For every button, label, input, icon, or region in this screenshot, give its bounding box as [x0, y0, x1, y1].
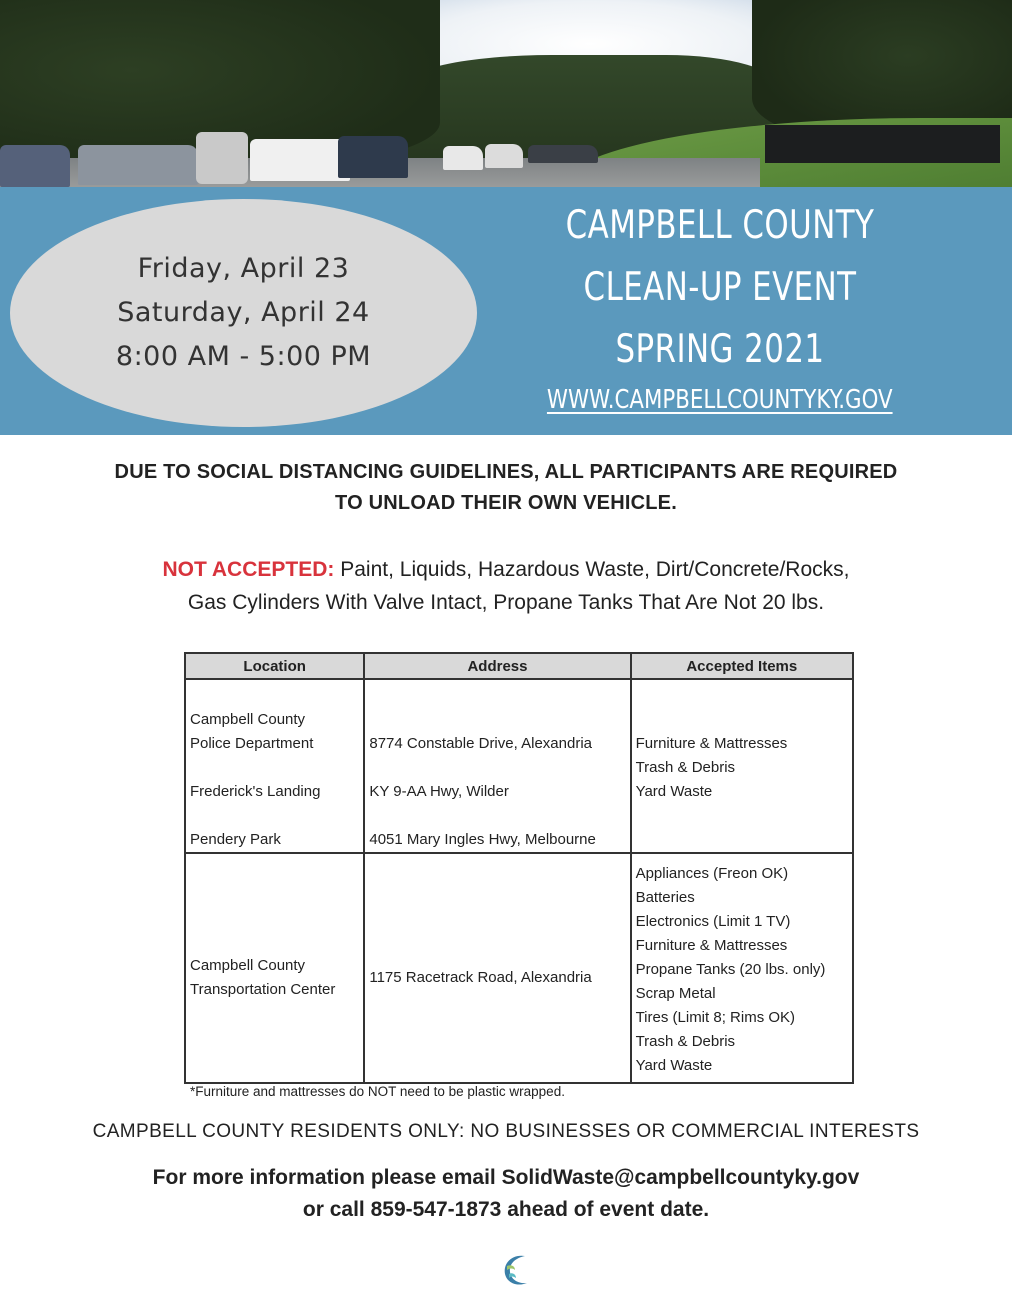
- title-line: CLEAN-UP EVENT: [583, 265, 857, 310]
- location-line: [190, 906, 359, 930]
- location-line: [190, 804, 359, 828]
- notice-line: DUE TO SOCIAL DISTANCING GUIDELINES, ALL PARTICIPANTS ARE REQUIRED: [114, 461, 898, 483]
- accepted-item: Furniture & Mattresses: [635, 937, 788, 954]
- table-row: [185, 679, 853, 853]
- accepted-item: [636, 828, 848, 852]
- location-cell: [185, 853, 364, 1083]
- address-line: KY 9-AA Hwy, Wilder: [369, 783, 509, 800]
- vehicle: [443, 146, 483, 170]
- location-line: [190, 684, 359, 708]
- address-cell: [364, 679, 630, 853]
- accepted-item: Electronics (Limit 1 TV): [635, 913, 791, 930]
- vehicle: [485, 144, 523, 168]
- address-line: [369, 918, 625, 942]
- address-line: [369, 942, 625, 966]
- event-banner: [0, 187, 1012, 435]
- locations-table: [184, 652, 854, 1084]
- accepted-item: [636, 804, 848, 828]
- location-line: Campbell County: [190, 711, 306, 728]
- address-line: 1175 Racetrack Road, Alexandria: [369, 969, 592, 986]
- date-friday: Friday, April 23: [137, 253, 350, 284]
- notice-line: TO UNLOAD THEIR OWN VEHICLE.: [335, 492, 677, 514]
- table-header-row: [185, 653, 853, 679]
- accepted-items-cell: [631, 679, 853, 853]
- title-line: SPRING 2021: [615, 327, 825, 372]
- accepted-item: Furniture & Mattresses: [635, 735, 788, 752]
- accepted-item: Yard Waste: [635, 783, 713, 800]
- address-line: 4051 Mary Ingles Hwy, Melbourne: [369, 831, 596, 848]
- trailer: [196, 132, 248, 184]
- county-logo-icon: [497, 1250, 537, 1290]
- social-distancing-notice: [40, 457, 972, 519]
- dumpsters: [765, 125, 1000, 163]
- not-accepted-items: Paint, Liquids, Hazardous Waste, Dirt/Concrete/Rocks,: [334, 558, 850, 581]
- vehicle: [338, 136, 408, 178]
- not-accepted-items: Gas Cylinders With Valve Intact, Propane Tanks That Are Not 20 lbs.: [187, 591, 825, 614]
- accepted-item: Scrap Metal: [635, 985, 716, 1002]
- contact-info: [40, 1162, 972, 1226]
- date-oval: [10, 199, 477, 427]
- location-line: Transportation Center: [190, 981, 336, 998]
- contact-phone-line: or call 859-547-1873 ahead of event date.: [302, 1198, 710, 1221]
- address-line: 8774 Constable Drive, Alexandria: [369, 735, 592, 752]
- accepted-item: Propane Tanks (20 lbs. only): [635, 961, 826, 978]
- address-line: [369, 708, 625, 732]
- location-line: Pendery Park: [190, 831, 281, 848]
- table-footnote: *Furniture and mattresses do NOT need to be plastic wrapped.: [190, 1084, 565, 1099]
- location-line: Police Department: [190, 735, 314, 752]
- accepted-item: [636, 708, 848, 732]
- event-title: [495, 195, 945, 415]
- vehicle: [78, 145, 198, 185]
- vehicle: [0, 145, 70, 187]
- accepted-item: Trash & Debris: [635, 759, 736, 776]
- address-line: [369, 804, 625, 828]
- address-line: [369, 756, 625, 780]
- accepted-item: Batteries: [635, 889, 695, 906]
- column-header-accepted-items: Accepted Items: [631, 653, 853, 679]
- location-line: Campbell County: [190, 957, 306, 974]
- header-photo: [0, 0, 1012, 187]
- address-cell: [364, 853, 630, 1083]
- location-line: [190, 756, 359, 780]
- column-header-address: Address: [364, 653, 630, 679]
- location-line: [190, 882, 359, 906]
- not-accepted-notice: [40, 553, 972, 619]
- contact-email-line: For more information please email SolidWaste@campbellcountyky.gov: [152, 1166, 860, 1189]
- not-accepted-label: NOT ACCEPTED:: [162, 558, 335, 581]
- address-line: [369, 894, 625, 918]
- residents-only-notice: CAMPBELL COUNTY RESIDENTS ONLY: NO BUSINESSES OR COMMERCIAL INTERESTS: [92, 1121, 920, 1142]
- event-hours: 8:00 AM - 5:00 PM: [115, 341, 372, 372]
- accepted-items-cell: [631, 853, 853, 1083]
- accepted-item: [636, 684, 848, 708]
- date-saturday: Saturday, April 24: [117, 297, 370, 328]
- vehicle: [250, 139, 350, 181]
- location-line: [190, 858, 359, 882]
- accepted-item: Appliances (Freon OK): [635, 865, 789, 882]
- accepted-item: Tires (Limit 8; Rims OK): [635, 1009, 796, 1026]
- vehicle: [528, 145, 598, 163]
- column-header-location: Location: [185, 653, 364, 679]
- location-line: [190, 930, 359, 954]
- location-cell: [185, 679, 364, 853]
- website-link[interactable]: WWW.CAMPBELLCOUNTYKY.GOV: [547, 385, 893, 415]
- accepted-item: Yard Waste: [635, 1057, 713, 1074]
- address-line: [369, 870, 625, 894]
- address-line: [369, 684, 625, 708]
- accepted-item: Trash & Debris: [635, 1033, 736, 1050]
- title-line: CAMPBELL COUNTY: [565, 203, 875, 248]
- location-line: Frederick's Landing: [190, 783, 321, 800]
- table-row: [185, 853, 853, 1083]
